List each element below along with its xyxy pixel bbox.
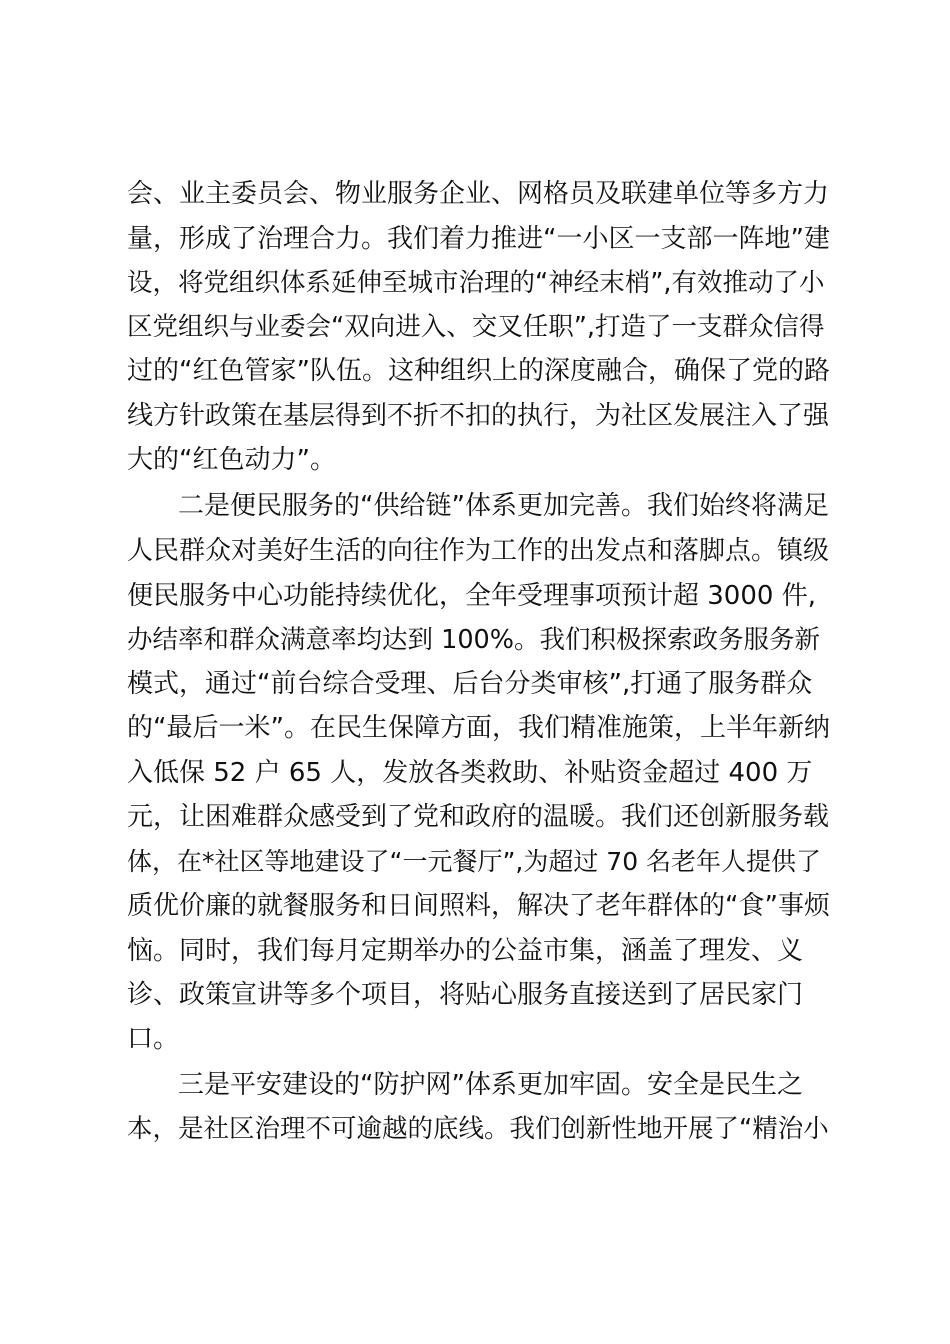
text-line: 本，是社区治理不可逾越的底线。我们创新性地开展了“精治小 xyxy=(127,1114,829,1144)
text-line: 入低保 52 户 65 人，发放各类救助、补贴资金超过 400 万 xyxy=(127,758,813,788)
text-line: 体，在*社区等地建设了“一元餐厅”,为超过 70 名老年人提供了 xyxy=(127,847,822,876)
text-line: 便民服务中心功能持续优化，全年受理事项预计超 3000 件, xyxy=(127,581,816,611)
text-line: 量，形成了治理合力。我们着力推进“一小区一支部一阵地”建 xyxy=(127,224,830,254)
text-line: 人民群众对美好生活的向往作为工作的出发点和落脚点。镇级 xyxy=(127,536,830,566)
text-line: 诊、政策宣讲等多个项目，将贴心服务直接送到了居民家门 xyxy=(127,980,804,1010)
text-line: 的“最后一米”。在民生保障方面，我们精准施策，上半年新纳 xyxy=(127,713,830,743)
text-line: 会、业主委员会、物业服务企业、网格员及联建单位等多方力 xyxy=(127,179,830,209)
text-line: 模式，通过“前台综合受理、后台分类审核”,打通了服务群众 xyxy=(127,669,813,699)
text-line: 过的“红色管家”队伍。这种组织上的深度融合，确保了党的路 xyxy=(127,356,830,386)
text-line: 质优价廉的就餐服务和日间照料，解决了老年群体的“食”事烦 xyxy=(127,891,830,921)
paragraph-start-line: 二是便民服务的“供给链”体系更加完善。我们始终将满足 xyxy=(178,491,829,521)
paragraph-start-line: 三是平安建设的“防护网”体系更加牢固。安全是民生之 xyxy=(178,1070,803,1100)
text-line: 恼。同时，我们每月定期举办的公益市集，涵盖了理发、义 xyxy=(127,936,804,966)
text-line: 大的“红色动力”。 xyxy=(127,445,336,475)
text-line: 元，让困难群众感受到了党和政府的温暖。我们还创新服务载 xyxy=(127,802,830,832)
text-line: 口。 xyxy=(127,1024,180,1054)
text-line: 区党组织与业委会“双向进入、交叉任职”,打造了一支群众信得 xyxy=(127,312,825,342)
text-line: 设，将党组织体系延伸至城市治理的“神经末梢”,有效推动了小 xyxy=(127,268,825,298)
text-line: 办结率和群众满意率均达到 100%。我们积极探索政务服务新 xyxy=(127,625,821,655)
text-line: 线方针政策在基层得到不折不扣的执行，为社区发展注入了强 xyxy=(127,401,830,431)
